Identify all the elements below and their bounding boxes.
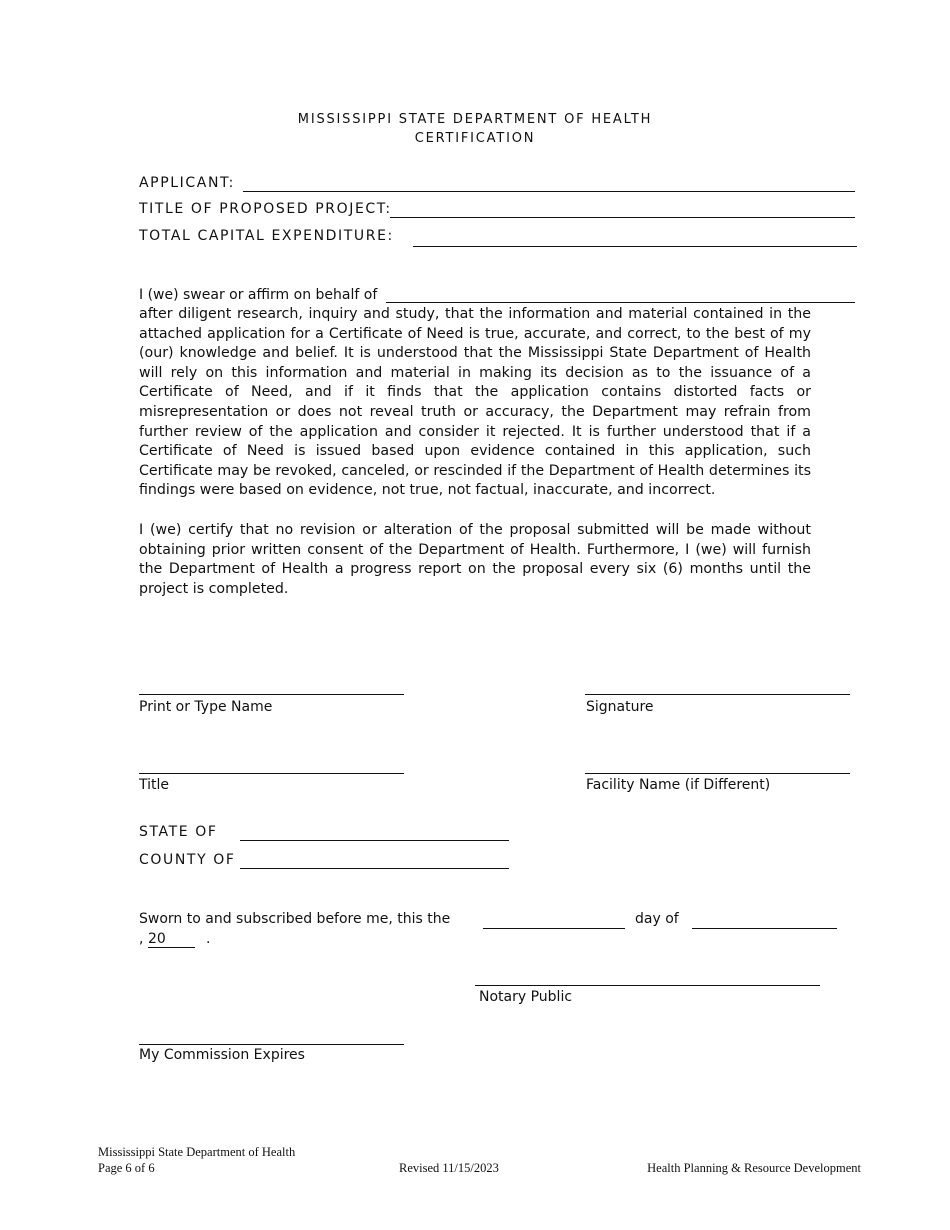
period-text: . xyxy=(206,931,211,947)
on-behalf-of-field[interactable] xyxy=(386,302,855,303)
footer-org: Mississippi State Department of Health xyxy=(98,1145,296,1159)
commission-expires-line[interactable] xyxy=(139,1044,404,1045)
facility-name-line[interactable] xyxy=(585,773,850,774)
footer-division: Health Planning & Resource Development xyxy=(647,1161,861,1175)
doc-header-department: MISSISSIPPI STATE DEPARTMENT OF HEALTH xyxy=(297,112,653,127)
state-of-field[interactable] xyxy=(240,840,509,841)
facility-name-label: Facility Name (if Different) xyxy=(586,777,771,793)
comma-text: , xyxy=(139,931,144,947)
notary-public-label: Notary Public xyxy=(479,989,573,1005)
year-prefix-text: 20 xyxy=(148,931,166,947)
signature-line[interactable] xyxy=(585,694,850,695)
project-title-label: TITLE OF PROPOSED PROJECT: xyxy=(139,201,392,217)
print-name-line[interactable] xyxy=(139,694,404,695)
doc-header-certification: CERTIFICATION xyxy=(414,131,536,146)
day-of-text: day of xyxy=(635,911,679,927)
month-field[interactable] xyxy=(692,928,837,929)
project-title-field[interactable] xyxy=(390,217,855,218)
capital-expenditure-label: TOTAL CAPITAL EXPENDITURE: xyxy=(139,228,394,244)
year-field[interactable] xyxy=(148,947,195,948)
footer-revised-date: Revised 11/15/2023 xyxy=(399,1161,499,1175)
applicant-label: APPLICANT: xyxy=(139,175,235,191)
title-label: Title xyxy=(139,777,170,793)
paragraph-2-text: I (we) certify that no revision or alteration of the proposal submitted will be made without obtaining prior written consent of the Department of Health. Furthermore, I (we) will furnish the Department of Health a progress report on the proposal every six (6) months until the project is completed. xyxy=(139,522,811,597)
footer-page-number: Page 6 of 6 xyxy=(98,1161,155,1175)
county-of-field[interactable] xyxy=(240,868,509,869)
sworn-text: Sworn to and subscribed before me, this the xyxy=(139,911,451,927)
day-field[interactable] xyxy=(483,928,625,929)
certification-paragraph-1 xyxy=(139,305,811,501)
certification-paragraph-2 xyxy=(139,521,811,599)
applicant-field[interactable] xyxy=(243,191,855,192)
swear-lead-text: I (we) swear or affirm on behalf of xyxy=(139,287,378,303)
commission-expires-label: My Commission Expires xyxy=(139,1047,305,1063)
capital-expenditure-field[interactable] xyxy=(413,246,857,247)
title-line[interactable] xyxy=(139,773,404,774)
state-of-label: STATE OF xyxy=(139,824,218,840)
print-name-label: Print or Type Name xyxy=(139,699,273,715)
paragraph-1-text: after diligent research, inquiry and study, that the information and material contained in the attached application for a Certificate of Need is true, accurate, and correct, to the best of my (our) knowledge and belief. It is understood that the Mississippi State Department of Health will rely on this information and material in making its decision as to the issuance of a Certificate of Need, and if it finds that the application contains distorted facts or misrepresentation or does not reveal truth or accuracy, the Department may refrain from further review of the application and consider it rejected. It is further understood that if a Certificate of Need is issued based upon evidence contained in this application, such Certificate may be revoked, canceled, or rescinded if the Department of Health determines its findings were based on evidence, not true, not factual, inaccurate, and incorrect. xyxy=(139,306,811,499)
notary-public-line[interactable] xyxy=(475,985,820,986)
signature-label: Signature xyxy=(586,699,654,715)
county-of-label: COUNTY OF xyxy=(139,852,236,868)
